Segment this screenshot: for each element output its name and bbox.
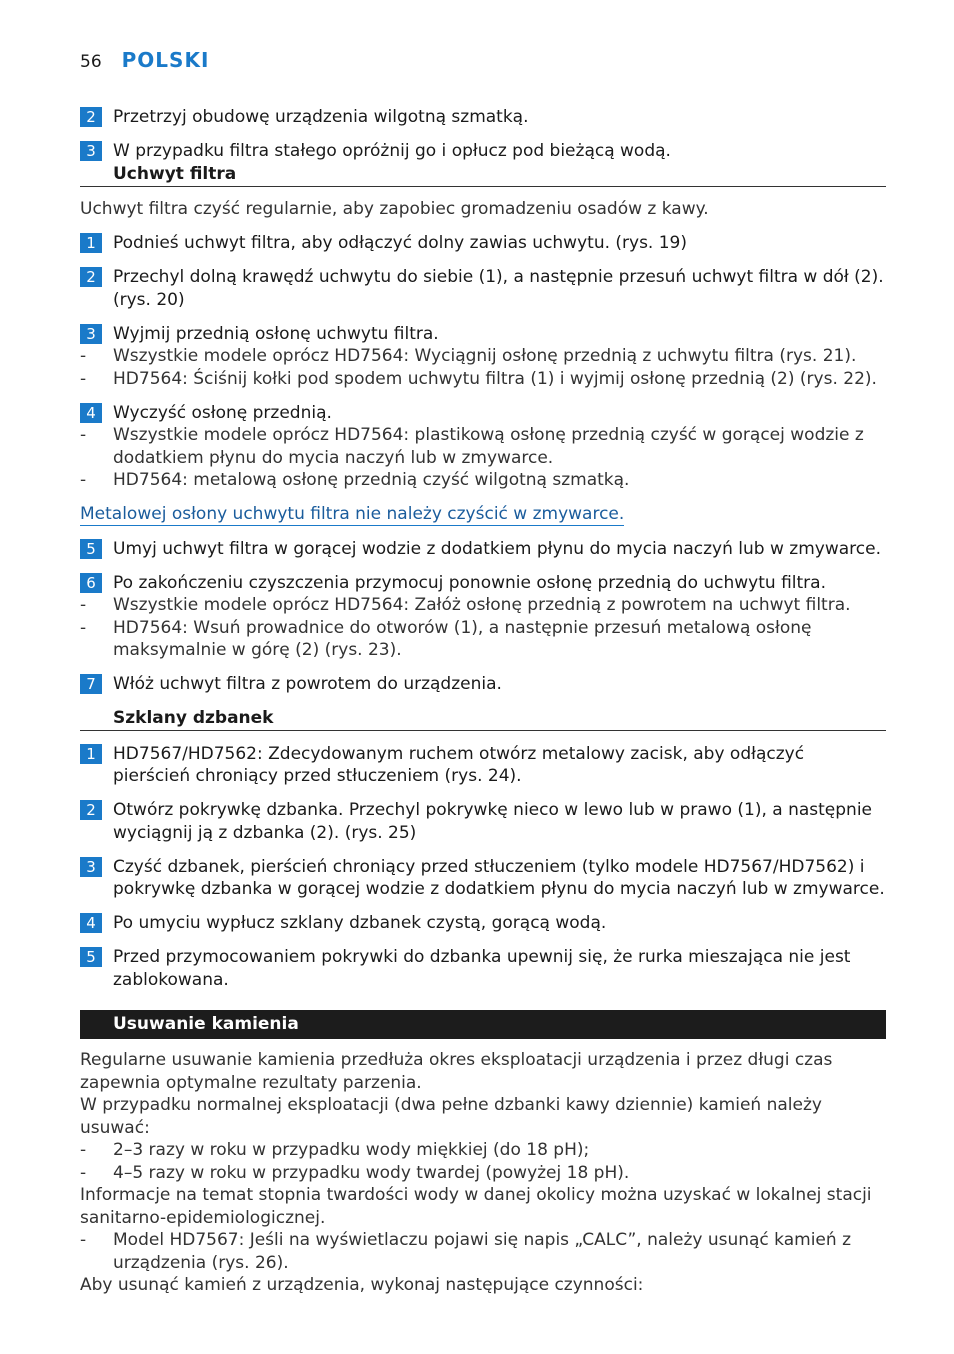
step-text: Przed przymocowaniem pokrywki do dzbanka upewnij się, że rurka mieszająca nie jest zablokowana. bbox=[113, 947, 851, 990]
dash-marker: - bbox=[80, 617, 87, 638]
step-item bbox=[80, 232, 886, 255]
bullet-item bbox=[80, 594, 886, 617]
step-number: 3 bbox=[80, 857, 102, 877]
dash-marker: - bbox=[80, 346, 87, 366]
dash-marker: - bbox=[80, 470, 87, 490]
bullet-text: Wszystkie modele oprócz HD7564: Wyciągnij osłonę przednią z uchwytu filtra (rys. 21). bbox=[113, 346, 857, 366]
language-title: POLSKI bbox=[121, 48, 210, 72]
step-text: HD7567/HD7562: Zdecydowanym ruchem otwórz metalowy zacisk, aby odłączyć pierścień chroniący przed stłuczeniem (rys. 24). bbox=[113, 743, 805, 786]
step-number: 3 bbox=[80, 141, 102, 161]
step-item bbox=[80, 572, 886, 595]
bullet-item bbox=[80, 424, 886, 469]
step-number: 1 bbox=[80, 233, 102, 253]
bullet-text: Wszystkie modele oprócz HD7564: Załóż osłonę przednią z powrotem na uchwyt filtra. bbox=[113, 595, 851, 615]
step-text: Wyczyść osłonę przednią. bbox=[113, 402, 332, 423]
step-text: W przypadku filtra stałego opróżnij go i opłucz pod bieżącą wodą. bbox=[113, 141, 671, 161]
step-text: Przetrzyj obudowę urządzenia wilgotną szmatką. bbox=[113, 107, 529, 127]
bullet-item bbox=[80, 1139, 886, 1162]
page-content bbox=[80, 106, 886, 1297]
dash-marker: - bbox=[80, 1230, 87, 1250]
section-bar-descaling: Usuwanie kamienia bbox=[80, 1010, 886, 1039]
dash-marker: - bbox=[80, 595, 87, 615]
bullet-text: Wszystkie modele oprócz HD7564: plastikową osłonę przednią czyść w gorącej wodzie z dodatkiem płynu do mycia naczyń lub w zmywarce. bbox=[113, 425, 864, 468]
step-text: Czyść dzbanek, pierścień chroniący przed stłuczeniem (tylko modele HD7567/HD7562) i pokrywkę dzbanka w gorącej wodzie z dodatkiem płynu do mycia naczyń lub w zmywarce. bbox=[113, 856, 885, 899]
step-item bbox=[80, 402, 886, 425]
step-number: 6 bbox=[80, 573, 102, 593]
section-heading-glass-jug: Szklany dzbanek bbox=[80, 707, 886, 731]
descaling-paragraph: Aby usunąć kamień z urządzenia, wykonaj następujące czynności: bbox=[80, 1275, 644, 1295]
step-number: 5 bbox=[80, 947, 102, 967]
step-text: Otwórz pokrywkę dzbanka. Przechyl pokrywkę nieco w lewo lub w prawo (1), a następnie wyciągnij ją z dzbanka (2). (rys. 25) bbox=[113, 800, 873, 843]
bullet-text: 4–5 razy w roku w przypadku wody twardej (powyżej 18 pH). bbox=[113, 1162, 630, 1183]
bullet-text: HD7564: metalową osłonę przednią czyść wilgotną szmatką. bbox=[113, 470, 630, 490]
dash-marker: - bbox=[80, 425, 87, 445]
step-text: Wyjmij przednią osłonę uchwytu filtra. bbox=[113, 323, 439, 344]
step-item bbox=[80, 266, 886, 311]
descaling-paragraph: Regularne usuwanie kamienia przedłuża okres eksploatacji urządzenia i przez długi czas zapewnia optymalne rezultaty parzenia. bbox=[80, 1050, 833, 1093]
intro-paragraph: Uchwyt filtra czyść regularnie, aby zapobiec gromadzeniu osadów z kawy. bbox=[80, 199, 709, 219]
step-text: Podnieś uchwyt filtra, aby odłączyć dolny zawias uchwytu. (rys. 19) bbox=[113, 233, 688, 253]
bullet-item bbox=[80, 1162, 886, 1185]
dash-marker: - bbox=[80, 1162, 87, 1183]
bullet-item bbox=[80, 345, 886, 368]
bullet-item bbox=[80, 368, 886, 391]
step-text: Po umyciu wypłucz szklany dzbanek czystą, gorącą wodą. bbox=[113, 913, 607, 933]
section-heading-filter-holder: Uchwyt filtra bbox=[80, 163, 886, 187]
step-item bbox=[80, 799, 886, 844]
bullet-text: HD7564: Ściśnij kołki pod spodem uchwytu filtra (1) i wyjmij osłonę przednią (2) (rys. 22). bbox=[113, 368, 877, 389]
descaling-paragraph: Informacje na temat stopnia twardości wody w danej okolicy można uzyskać w lokalnej stacji sanitarno-epidemiologicznej. bbox=[80, 1185, 872, 1228]
step-number: 4 bbox=[80, 913, 102, 933]
step-number: 1 bbox=[80, 744, 102, 764]
page-header bbox=[80, 48, 209, 74]
bullet-item bbox=[80, 1229, 886, 1274]
step-text: Przechyl dolną krawędź uchwytu do siebie (1), a następnie przesuń uchwyt filtra w dół (2). (rys. 20) bbox=[113, 267, 884, 310]
step-item bbox=[80, 106, 886, 129]
step-number: 2 bbox=[80, 267, 102, 287]
step-number: 2 bbox=[80, 107, 102, 127]
bullet-item bbox=[80, 469, 886, 492]
step-item bbox=[80, 673, 886, 696]
bullet-text: 2–3 razy w roku w przypadku wody miękkiej (do 18 pH); bbox=[113, 1140, 590, 1160]
page-number: 56 bbox=[80, 52, 102, 72]
step-number: 3 bbox=[80, 324, 102, 344]
bullet-item bbox=[80, 617, 886, 662]
bullet-text: Model HD7567: Jeśli na wyświetlaczu pojawi się napis „CALC”, należy usunąć kamień z urządzenia (rys. 26). bbox=[113, 1230, 851, 1273]
step-number: 7 bbox=[80, 674, 102, 694]
step-item bbox=[80, 140, 886, 163]
bullet-text: HD7564: Wsuń prowadnice do otworów (1), a następnie przesuń metalową osłonę maksymalnie w górę (2) (rys. 23). bbox=[113, 617, 812, 660]
step-text: Po zakończeniu czyszczenia przymocuj ponownie osłonę przednią do uchwytu filtra. bbox=[113, 572, 826, 593]
step-item bbox=[80, 912, 886, 935]
step-text: Włóż uchwyt filtra z powrotem do urządzenia. bbox=[113, 674, 502, 694]
dash-marker: - bbox=[80, 1140, 87, 1160]
descaling-paragraph: W przypadku normalnej eksploatacji (dwa pełne dzbanki kawy dziennie) kamień należy usuwać: bbox=[80, 1095, 822, 1138]
step-number: 2 bbox=[80, 800, 102, 820]
step-number: 5 bbox=[80, 539, 102, 559]
dash-marker: - bbox=[80, 368, 87, 389]
step-item bbox=[80, 538, 886, 561]
step-item bbox=[80, 323, 886, 346]
step-text: Umyj uchwyt filtra w gorącej wodzie z dodatkiem płynu do mycia naczyń lub w zmywarce. bbox=[113, 538, 881, 559]
step-item bbox=[80, 946, 886, 991]
warning-note: Metalowej osłony uchwytu filtra nie należy czyścić w zmywarce. bbox=[80, 504, 625, 524]
step-item bbox=[80, 856, 886, 901]
step-number: 4 bbox=[80, 403, 102, 423]
step-item bbox=[80, 743, 886, 788]
